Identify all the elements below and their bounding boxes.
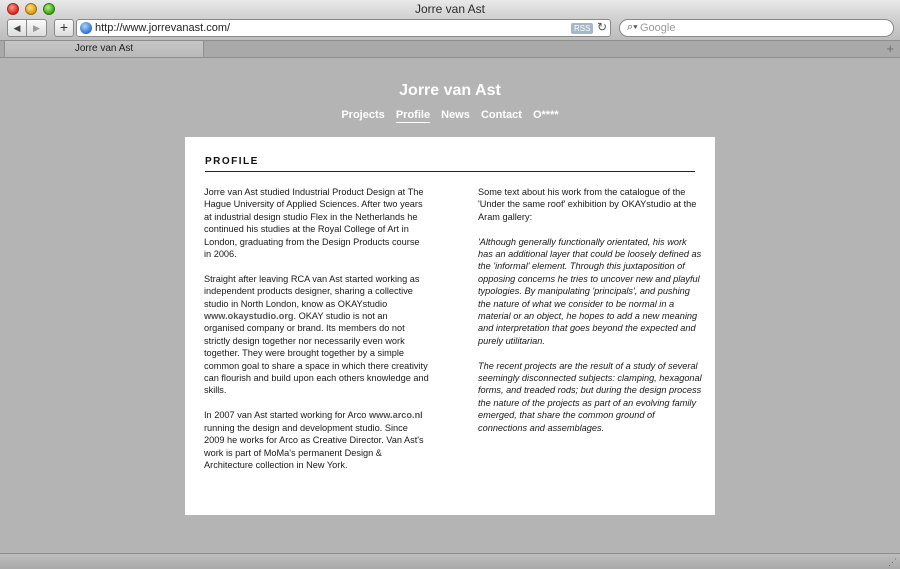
add-bookmark-button[interactable]: + (54, 19, 74, 37)
profile-heading: PROFILE (205, 156, 695, 172)
resize-grip-icon[interactable]: ⋰ (888, 557, 897, 567)
status-bar (0, 553, 900, 569)
tab-bar (0, 40, 900, 58)
nav-news[interactable]: News (441, 109, 470, 121)
profile-paragraph-3-text: In 2007 van Ast started working for Arco (204, 410, 369, 421)
nav-projects[interactable]: Projects (341, 109, 385, 121)
forward-button[interactable]: ▶ (33, 23, 40, 33)
nav-profile[interactable]: Profile (395, 109, 431, 121)
profile-paragraph-1: Jorre van Ast studied Industrial Product Design at The Hague University of Applied Sciences. After two years at industrial design studio Flex in the Netherlands he continued his studies at the Royal College of Art in London, graduating from the Design Products course in 2006. (204, 187, 424, 260)
search-icon[interactable]: ⌕▾ (627, 21, 638, 33)
profile-paragraph-3-text-end: running the design and development studio. Since 2009 he works for Arco as Creative Director. Van Ast's work is part of MoMa's permanent Design & Architecture collection in New York. (204, 422, 424, 470)
browser-toolbar (0, 18, 900, 40)
reload-icon[interactable]: ↻ (597, 20, 608, 34)
nav-contact[interactable]: Contact (480, 109, 522, 121)
search-placeholder: Google (640, 22, 676, 34)
window-titlebar (0, 0, 900, 18)
url-text[interactable]: http://www.jorrevanast.com/ (95, 22, 231, 34)
profile-card (185, 137, 715, 515)
site-nav (0, 109, 900, 121)
globe-icon (80, 22, 92, 34)
catalogue-quote-2: The recent projects are the result of a study of several seemingly disconnected subjects: clamping, hexagonal forms, and treaded rods; but during the design process the nature of the projects as part of an evolving family emerged, that share the common ground of connections and assemblages. (478, 360, 702, 433)
profile-right-column (478, 186, 702, 446)
address-bar[interactable] (76, 19, 611, 37)
profile-paragraph-2-text-end: . OKAY studio is not an organised company or brand. Its members do not strictly design together nor necessarily even work together. They were brought together by a simple common goal to share a space in which there creativity can flourish and build upon each others knowledge and skills. (204, 311, 429, 396)
site-title[interactable]: Jorre van Ast (399, 82, 501, 99)
catalogue-intro: Some text about his work from the catalogue of the 'Under the same roof' exhibition by OKAYstudio at the Aram gallery: (478, 187, 697, 222)
tab-jorre-van-ast[interactable]: Jorre van Ast (4, 41, 204, 57)
profile-paragraph-2-text: Straight after leaving RCA van Ast started working as independent products designer, sharing a collective studio in North London, know as OKAYstudio (204, 273, 420, 309)
catalogue-quote-1: 'Although generally functionally orientated, his work has an additional layer that could be loosely defined as the 'informal' element. Through this juxtaposition of opposing concerns he tries to uncover new and playful typologies. By manipulating 'principals', and pushing the nature of what we consider to be normal in a material or an object, he hopes to add a new meaning and interpretation that goes beyond the expected and purely utilitarian. (478, 236, 702, 346)
back-button[interactable]: ◀ (8, 20, 27, 36)
new-tab-button[interactable]: + (886, 41, 894, 56)
search-field[interactable] (619, 19, 894, 37)
okaystudio-link[interactable]: www.okaystudio.org (204, 311, 294, 322)
rss-button[interactable]: RSS (571, 23, 593, 34)
profile-left-column (204, 186, 429, 484)
window-title: Jorre van Ast (414, 2, 486, 16)
navigation-buttons (7, 19, 47, 37)
arco-link[interactable]: www.arco.nl (368, 410, 423, 421)
profile-paragraph-3 (204, 409, 429, 471)
profile-paragraph-2 (204, 273, 429, 397)
nav-other[interactable]: O**** (532, 109, 559, 121)
